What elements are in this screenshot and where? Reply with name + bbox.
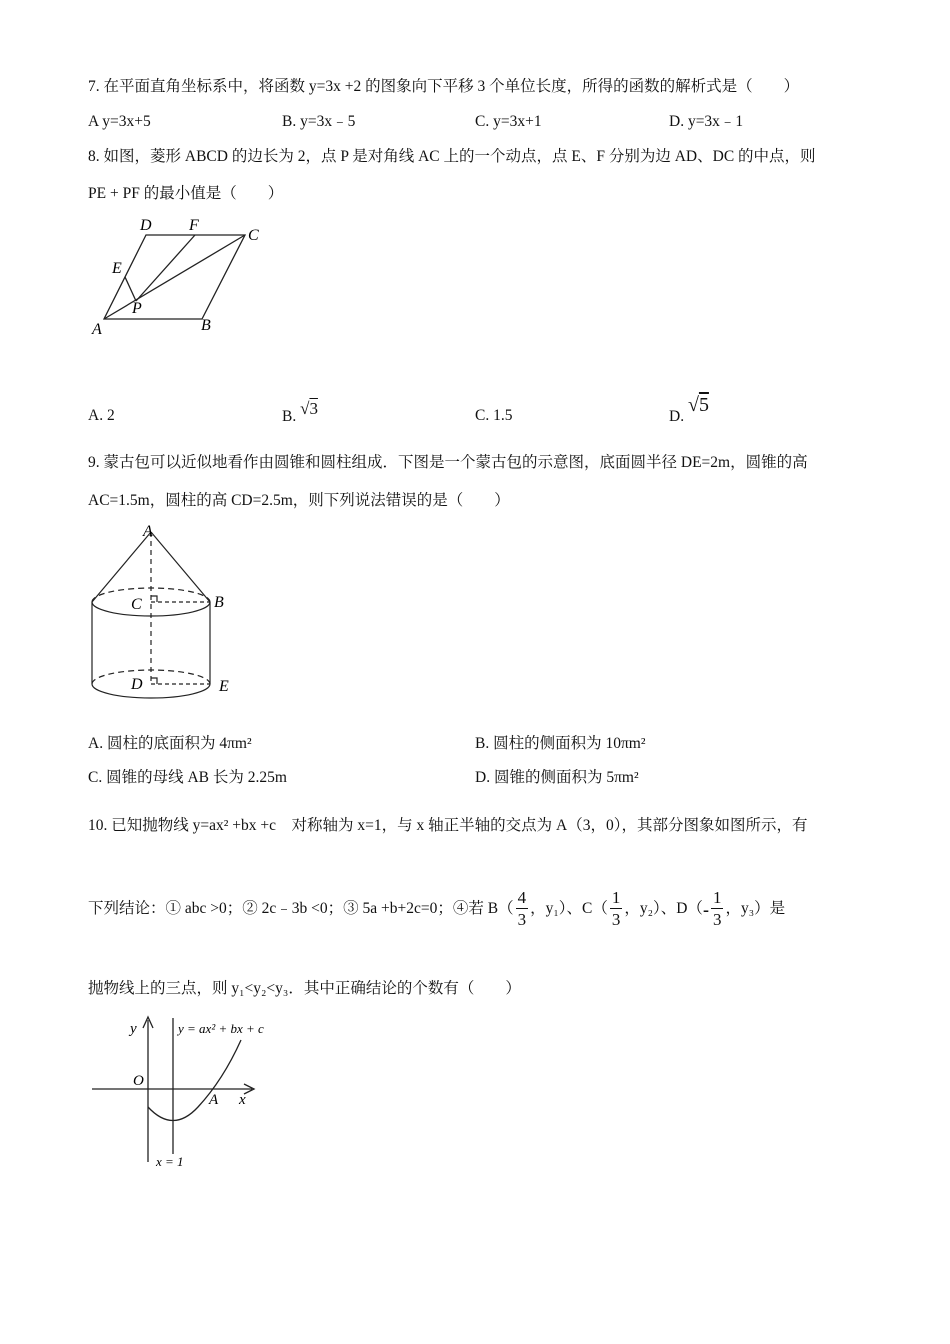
label-P: P (132, 300, 142, 317)
label-x: x (239, 1092, 246, 1108)
q7-option-d: D. y=3x﹣1 (669, 113, 744, 130)
rhombus-figure (88, 210, 268, 340)
q10-stem-line1: 10. 已知抛物线 y=ax² +bx +c 对称轴为 x=1，与 x 轴正半轴的交点为 A（3，0），其部分图象如图所示，有 (88, 817, 808, 834)
label-E: E (112, 260, 122, 277)
q7-option-b: B. y=3x﹣5 (282, 113, 356, 130)
fraction-four-thirds: $\frac{4}{3}$ (517, 888, 527, 929)
label-F: F (189, 217, 199, 234)
q10-stem-line2: 下列结论：① abc >0；② 2c﹣3b <0；③ 5a +b+2c=0；④若 B（ $\frac{4}{3}$ ，y₁）、C（ $\frac{1}{3}$ ，y₂）、D（- $\frac{1}{3}$ ，y₃）是 (88, 888, 786, 929)
parabola-figure (88, 1012, 298, 1172)
label-D: D (131, 676, 143, 693)
label-E: E (219, 678, 229, 695)
q7-option-c: C. y=3x+1 (475, 113, 542, 130)
label-O: O (133, 1073, 144, 1089)
q9-stem-line2: AC=1.5m，圆柱的高 CD=2.5m，则下列说法错误的是（ ） (88, 492, 510, 509)
label-D: D (140, 217, 152, 234)
q8-stem-line1: 8. 如图，菱形 ABCD 的边长为 2，点 P 是对角线 AC 上的一个动点，点 E、F 分别为边 AD、DC 的中点，则 (88, 148, 816, 165)
q9-option-c: C. 圆锥的母线 AB 长为 2.25m (88, 769, 287, 786)
axis-of-symmetry-label: x = 1 (156, 1154, 184, 1169)
label-A: A (143, 523, 153, 540)
q9-stem-line1: 9. 蒙古包可以近似地看作由圆锥和圆柱组成．下图是一个蒙古包的示意图，底面圆半径 DE=2m，圆锥的高 (88, 454, 808, 471)
yurt-figure (85, 518, 245, 708)
q7-option-a: A y=3x+5 (88, 113, 151, 130)
q7-stem: 7. 在平面直角坐标系中，将函数 y=3x +2 的图象向下平移 3 个单位长度，所得的函数的解析式是（ ） (88, 78, 800, 95)
label-B: B (214, 594, 224, 611)
q8-stem-line2: PE + PF 的最小值是（ ） (88, 185, 284, 202)
fraction-one-third: $\frac{1}{3}$ (611, 888, 621, 929)
q8-option-c: C. 1.5 (475, 407, 513, 424)
label-B: B (201, 317, 211, 334)
q9-option-d: D. 圆锥的侧面积为 5πm² (475, 769, 639, 786)
q9-option-b: B. 圆柱的侧面积为 10πm² (475, 735, 646, 752)
fraction-neg-one-third: $\frac{1}{3}$ (712, 888, 722, 929)
q8-option-a: A. 2 (88, 407, 115, 424)
label-C: C (131, 596, 142, 613)
curve-equation: y = ax² + bx + c (178, 1021, 264, 1036)
label-y: y (130, 1021, 137, 1037)
label-A: A (92, 321, 102, 338)
q8-option-b: B. √3 (282, 399, 318, 425)
label-A: A (209, 1092, 219, 1108)
q8-option-d: D. √5 (669, 394, 709, 425)
q9-option-a: A. 圆柱的底面积为 4πm² (88, 735, 252, 752)
q10-stem-line3: 抛物线上的三点，则 y₁<y₂<y₃．其中正确结论的个数有（ ） (88, 980, 521, 997)
label-C: C (248, 227, 259, 244)
